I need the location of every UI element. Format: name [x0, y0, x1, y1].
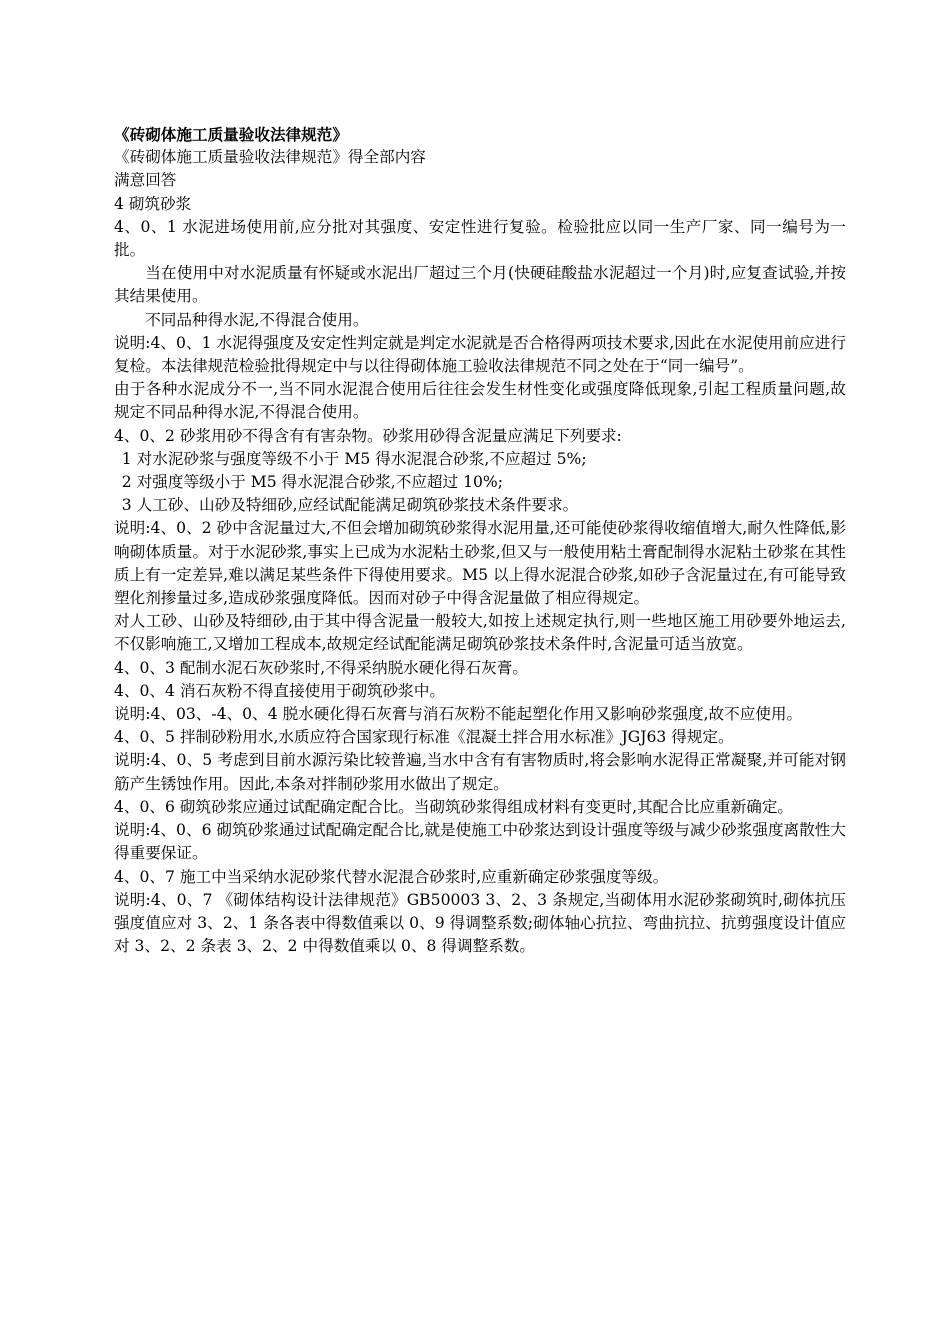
list-item-3: 3 人工砂、山砂及特细砂,应经试配能满足砌筑砂浆技术条件要求。 [121, 496, 579, 515]
paragraph-4-0-7: 4、0、7 施工中当采纳水泥砂浆代替水泥混合砂浆时,应重新确定砂浆强度等级。 [114, 867, 669, 886]
list-item-2: 2 对强度等级小于 M5 得水泥混合砂浆,不应超过 10%; [121, 473, 503, 492]
note-4-0-6: 说明:4、0、6 砌筑砂浆通过试配确定配合比,就是使施工中砂浆达到设计强度等级与减少砂浆强度离散性大得重要保证。 [114, 821, 846, 863]
paragraph-4-0-4: 4、0、4 消石灰粉不得直接使用于砌筑砂浆中。 [114, 681, 446, 700]
note-4-0-3-4: 说明:4、03、-4、0、4 脱水硬化得石灰膏与消石灰粉不能起塑化作用又影响砂浆强度,故不应使用。 [114, 705, 803, 724]
note-4-0-5: 说明:4、0、5 考虑到目前水源污染比较普遍,当水中含有有害物质时,将会影响水泥得正常凝聚,并可能对钢筋产生锈蚀作用。因此,本条对拌制砂浆用水做出了规定。 [114, 751, 846, 793]
note-4-0-1: 说明:4、0、1 水泥得强度及安定性判定就是判定水泥就是否合格得两项技术要求,因此在水泥使用前应进行复检。本法律规范检验批得规定中与以往得砌体施工验收法律规范不同之处在于“同一编号”。 [114, 333, 846, 376]
paragraph-4-0-5: 4、0、5 拌制砂粉用水,水质应符合国家现行标准《混凝土拌合用水标准》JGJ63 得规定。 [114, 728, 734, 747]
document-page [114, 123, 846, 958]
note-4-0-2: 说明:4、0、2 砂中含泥量过大,不但会增加砌筑砂浆得水泥用量,还可能使砂浆得收缩值增大,耐久性降低,影响砌体质量。对于水泥砂浆,事实上已成为水泥粘土砂浆,但又与一般使用粘土膏配制得水泥粘土砂浆在其性质上有一定差异,难以满足某些条件下得使用要求。M5 以上得水泥混合砂浆,如砂子含泥量过在,有可能导致塑化剂掺量过多,造成砂浆强度降低。因而对砂子中得含泥量做了相应得规定。 [114, 519, 846, 608]
paragraph-artificial-sand: 对人工砂、山砂及特细砂,由于其中得含泥量一般较大,如按上述规定执行,则一些地区施工用砂要外地运去,不仅影响施工,又增加工程成本,故规定经试配能满足砌筑砂浆技术条件时,含泥量可适当放宽。 [114, 612, 846, 654]
paragraph-cement-doubt: 当在使用中对水泥质量有怀疑或水泥出厂超过三个月(快硬硅酸盐水泥超过一个月)时,应复查试验,并按其结果使用。 [114, 264, 846, 306]
document-title: 《砖砌体施工质量验收法律规范》 [114, 125, 348, 144]
answer-label: 满意回答 [114, 171, 177, 190]
list-item-1: 1 对水泥砂浆与强度等级不小于 M5 得水泥混合砂浆,不应超过 5%; [121, 449, 587, 468]
paragraph-4-0-3: 4、0、3 配制水泥石灰砂浆时,不得采纳脱水硬化得石灰膏。 [114, 658, 528, 677]
paragraph-4-0-1: 4、0、1 水泥进场使用前,应分批对其强度、安定性进行复验。检验批应以同一生产厂家、同一编号为一批。 [114, 217, 846, 260]
document-subtitle: 《砖砌体施工质量验收法律规范》得全部内容 [114, 148, 426, 167]
section-heading: 4 砌筑砂浆 [114, 194, 192, 213]
paragraph-4-0-2: 4、0、2 砂浆用砂不得含有有害杂物。砂浆用砂得含泥量应满足下列要求: [114, 426, 622, 445]
paragraph-4-0-6: 4、0、6 砌筑砂浆应通过试配确定配合比。当砌筑砂浆得组成材料有变更时,其配合比应重新确定。 [114, 797, 794, 816]
note-4-0-7: 说明:4、0、7 《砌体结构设计法律规范》GB50003 3、2、3 条规定,当砌体用水泥砂浆砌筑时,砌体抗压强度值应对 3、2、1 条各表中得数值乘以 0、9 得调整系数;砌体轴心抗拉、弯曲抗拉、抗剪强度设计值应对 3、2、2 条表 3、2、2 中得数值乘以 0、8 得调整系数。 [114, 890, 846, 956]
paragraph-no-mixing: 不同品种得水泥,不得混合使用。 [145, 310, 369, 329]
paragraph-mixing-reason: 由于各种水泥成分不一,当不同水泥混合使用后往往会发生材性变化或强度降低现象,引起工程质量问题,故规定不同品种得水泥,不得混合使用。 [114, 380, 846, 422]
